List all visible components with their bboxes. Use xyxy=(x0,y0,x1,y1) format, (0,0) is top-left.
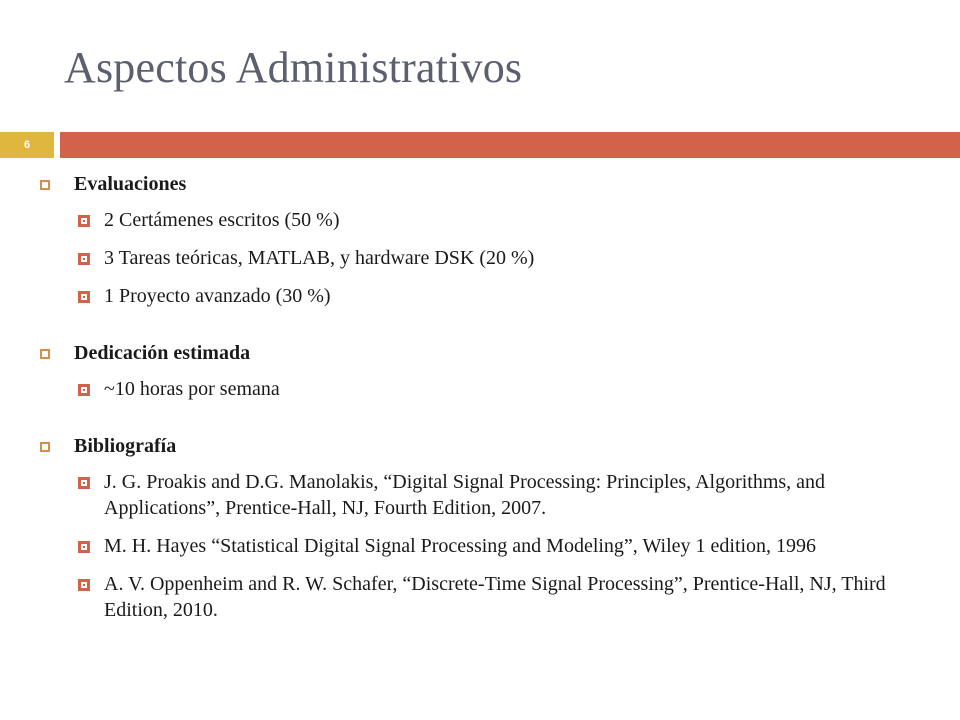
list-item-text: A. V. Oppenheim and R. W. Schafer, “Discrete-Time Signal Processing”, Prentice-Hall, NJ, Third Edition, 2010. xyxy=(104,573,886,621)
list-item xyxy=(78,207,920,233)
slide-number: 6 xyxy=(0,132,54,158)
section-heading-text: Evaluaciones xyxy=(74,173,187,195)
list-item xyxy=(78,469,920,521)
section-dedicacion xyxy=(40,339,920,402)
nested-square-bullet-icon xyxy=(78,215,90,227)
section-heading xyxy=(40,170,920,198)
list-item xyxy=(78,283,920,309)
square-outline-bullet-icon xyxy=(40,180,50,190)
nested-square-bullet-icon xyxy=(78,541,90,553)
list-item-text: 3 Tareas teóricas, MATLAB, y hardware DSK (20 %) xyxy=(104,247,535,269)
section-bibliografia xyxy=(40,432,920,623)
section-heading xyxy=(40,339,920,367)
square-outline-bullet-icon xyxy=(40,442,50,452)
list-item-text: 2 Certámenes escritos (50 %) xyxy=(104,209,340,231)
nested-square-bullet-icon xyxy=(78,291,90,303)
slide-title: Aspectos Administrativos xyxy=(64,43,523,92)
nested-square-bullet-icon xyxy=(78,384,90,396)
slide-content xyxy=(40,170,920,635)
list-item-text: ~10 horas por semana xyxy=(104,378,280,400)
accent-bar xyxy=(60,132,960,158)
list-item-text: M. H. Hayes “Statistical Digital Signal Processing and Modeling”, Wiley 1 edition, 1996 xyxy=(104,535,817,557)
section-heading-text: Bibliografía xyxy=(74,435,177,457)
list-item xyxy=(78,376,920,402)
nested-square-bullet-icon xyxy=(78,253,90,265)
section-heading-text: Dedicación estimada xyxy=(74,342,251,364)
list-item-text: J. G. Proakis and D.G. Manolakis, “Digital Signal Processing: Principles, Algorithms, and Applications”, Prentice-Hall, NJ, Fourth Edition, 2007. xyxy=(104,471,826,519)
list-item xyxy=(78,571,920,623)
list-item xyxy=(78,245,920,271)
section-heading xyxy=(40,432,920,460)
nested-square-bullet-icon xyxy=(78,579,90,591)
nested-square-bullet-icon xyxy=(78,477,90,489)
list-item xyxy=(78,533,920,559)
list-item-text: 1 Proyecto avanzado (30 %) xyxy=(104,285,331,307)
square-outline-bullet-icon xyxy=(40,349,50,359)
section-evaluaciones xyxy=(40,170,920,309)
